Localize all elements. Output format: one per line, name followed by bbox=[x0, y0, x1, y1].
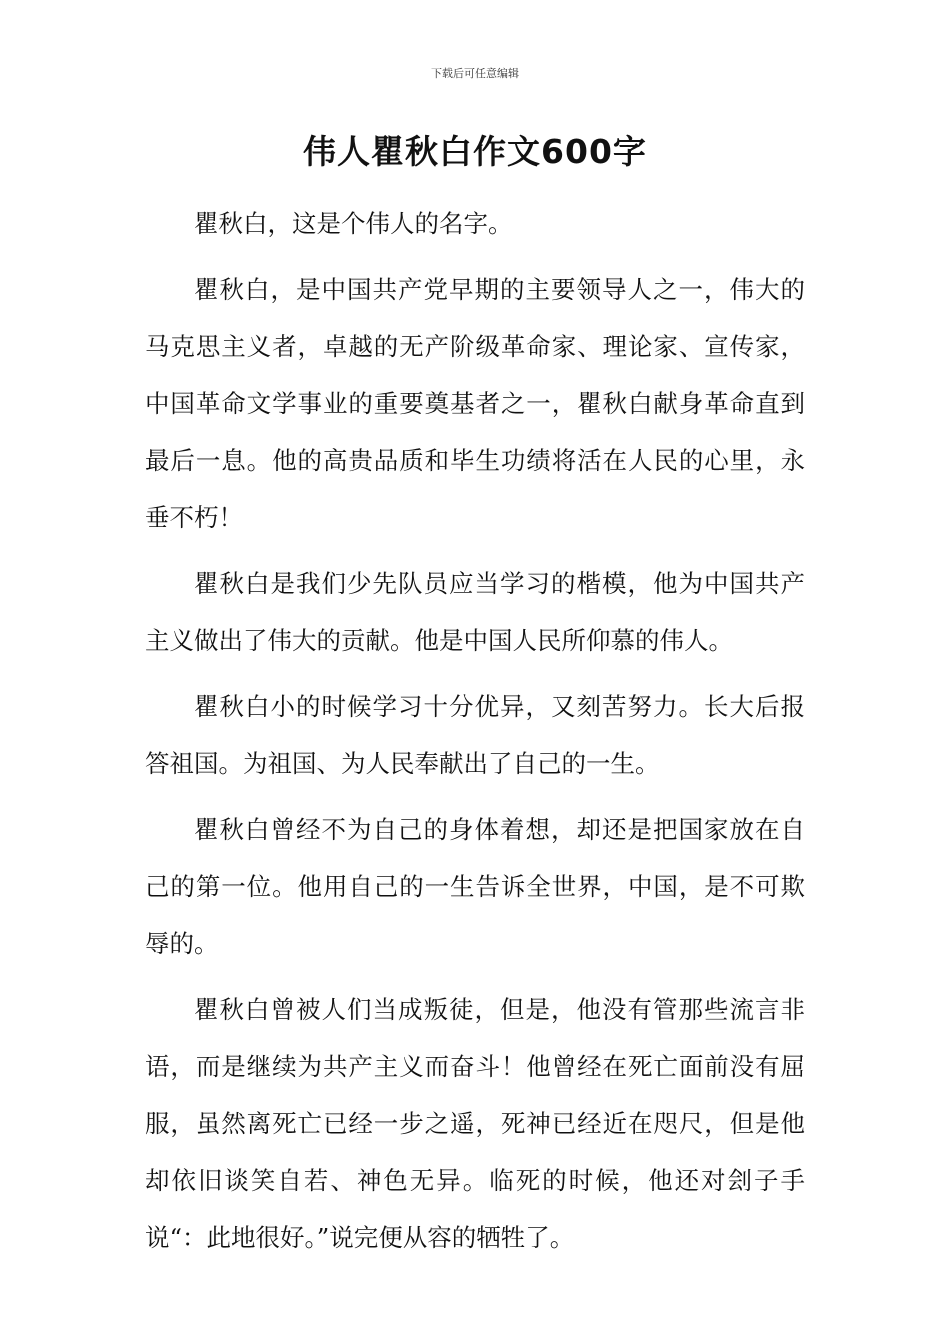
paragraph: 瞿秋白小的时候学习十分优异，又刻苦努力。长大后报答祖国。为祖国、为人民奉献出了自己的一生。 bbox=[145, 692, 805, 778]
paragraph: 瞿秋白，是中国共产党早期的主要领导人之一，伟大的马克思主义者，卓越的无产阶级革命家、理论家、宣传家，中国革命文学事业的重要奠基者之一，瞿秋白献身革命直到最后一息。他的高贵品质和毕生功绩将活在人民的心里，永垂不朽！ bbox=[145, 275, 805, 532]
paragraph: 瞿秋白曾被人们当成叛徒，但是，他没有管那些流言非语，而是继续为共产主义而奋斗！他曾经在死亡面前没有屈服，虽然离死亡已经一步之遥，死神已经近在咫尺，但是他却依旧谈笑自若、神色无异。临死的时候，他还对刽子手说“：此地很好。”说完便从容的牺牲了。 bbox=[145, 995, 805, 1252]
paragraph: 瞿秋白曾经不为自己的身体着想，却还是把国家放在自己的第一位。他用自己的一生告诉全世界，中国，是不可欺辱的。 bbox=[145, 815, 805, 958]
document-body bbox=[145, 195, 805, 1275]
paragraph: 瞿秋白，这是个伟人的名字。 bbox=[194, 209, 513, 238]
paragraph: 瞿秋白是我们少先队员应当学习的楷模，他为中国共产主义做出了伟大的贡献。他是中国人民所仰慕的伟人。 bbox=[145, 569, 805, 655]
header-note: 下载后可任意编辑 bbox=[431, 67, 519, 80]
document-title: 伟人瞿秋白作文600字 bbox=[303, 132, 647, 171]
